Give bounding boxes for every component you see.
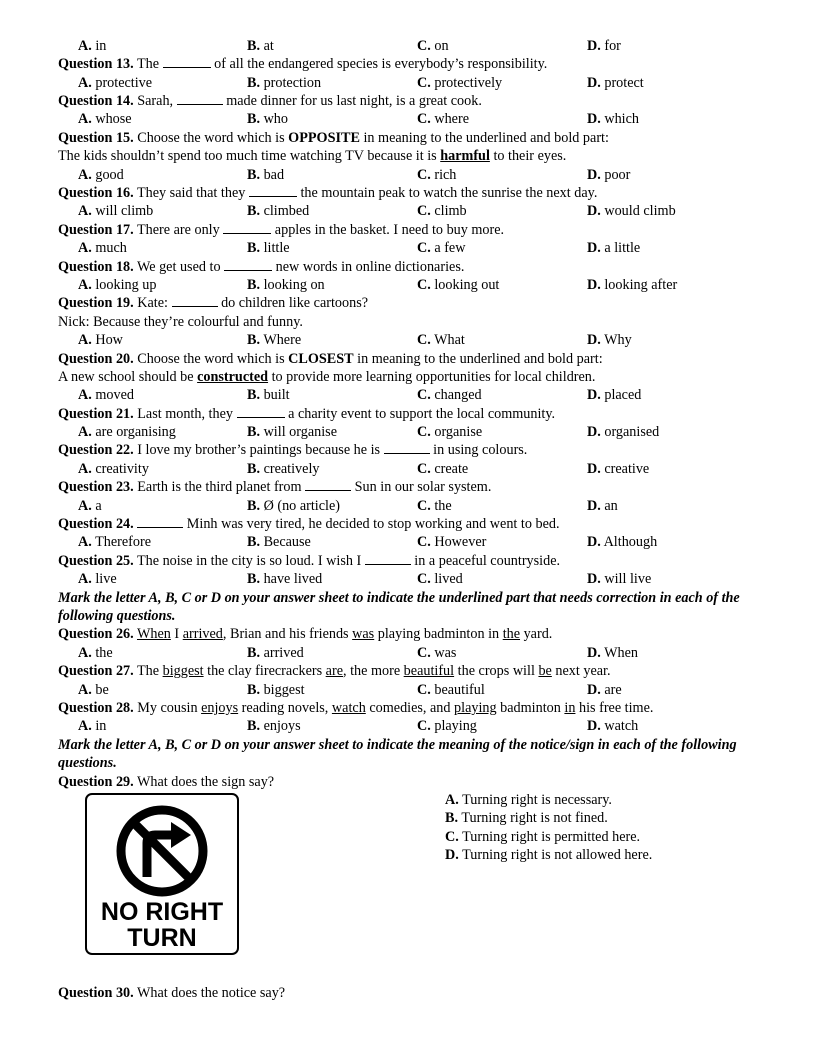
option-c: C. on (417, 38, 449, 54)
q20-option-a: A. moved (78, 387, 134, 403)
question-22: Question 22. I love my brother’s paintings because he is in using colours. (58, 442, 528, 458)
q17-option-c: C. a few (417, 240, 466, 256)
q23-option-c: C. the (417, 498, 452, 514)
q15-option-b: B. bad (247, 167, 285, 183)
q17-option-b: B. little (247, 240, 290, 256)
instruction-error-correction: Mark the letter A, B, C or D on your answer sheet to indicate the underlined part that needs correction in each of the following questions. (58, 590, 740, 624)
question-20: Question 20. Choose the word which is CLOSEST in meaning to the underlined and bold part: (58, 351, 603, 367)
question-28: Question 28. My cousin enjoys reading novels, watch comedies, and playing badminton in his free time. (58, 700, 654, 716)
q29-option-b: B. Turning right is not fined. (445, 810, 608, 826)
q19-option-a: A. How (78, 332, 123, 348)
question-16: Question 16. They said that they the mountain peak to watch the sunrise the next day. (58, 185, 598, 201)
q22-option-a: A. creativity (78, 461, 149, 477)
q18-option-d: D. looking after (587, 277, 678, 293)
q19-option-c: C. What (417, 332, 465, 348)
question-13: Question 13. The of all the endangered species is everybody’s responsibility. (58, 56, 548, 72)
q18-option-c: C. looking out (417, 277, 500, 293)
q16-option-d: D. would climb (587, 203, 676, 219)
question-29: Question 29. What does the sign say? (58, 774, 275, 790)
no-right-turn-sign (85, 793, 239, 955)
q27-option-b: B. biggest (247, 682, 305, 698)
question-27: Question 27. The biggest the clay firecrackers are, the more beautiful the crops will be next year. (58, 663, 611, 679)
q24-option-d: D. Although (587, 534, 658, 550)
q27-option-a: A. be (78, 682, 109, 698)
q15-option-d: D. poor (587, 167, 631, 183)
question-15: Question 15. Choose the word which is OPPOSITE in meaning to the underlined and bold part: (58, 130, 609, 146)
q29-option-c: C. Turning right is permitted here. (445, 829, 641, 845)
q15-option-a: A. good (78, 167, 124, 183)
q20-option-d: D. placed (587, 387, 642, 403)
q29-option-a: A. Turning right is necessary. (445, 792, 612, 808)
q27-option-d: D. are (587, 682, 622, 698)
q15-sentence: The kids shouldn’t spend too much time watching TV because it is harmful to their eyes. (58, 148, 567, 164)
q14-option-a: A. whose (78, 111, 132, 127)
q19-line-2: Nick: Because they’re colourful and funny. (58, 314, 303, 330)
question-19: Question 19. Kate: do children like cartoons? (58, 295, 369, 311)
q16-option-b: B. climbed (247, 203, 310, 219)
q21-option-b: B. will organise (247, 424, 337, 440)
q13-option-d: D. protect (587, 75, 644, 91)
question-21: Question 21. Last month, they a charity event to support the local community. (58, 406, 556, 422)
q29-option-d: D. Turning right is not allowed here. (445, 847, 653, 863)
q17-option-a: A. much (78, 240, 127, 256)
q19-option-b: B. Where (247, 332, 302, 348)
q28-option-a: A. in (78, 718, 107, 734)
q20-sentence: A new school should be constructed to provide more learning opportunities for local children. (58, 369, 596, 385)
q18-option-b: B. looking on (247, 277, 325, 293)
q15-option-c: C. rich (417, 167, 457, 183)
question-25: Question 25. The noise in the city is so loud. I wish I in a peaceful countryside. (58, 553, 561, 569)
q23-option-d: D. an (587, 498, 618, 514)
q23-option-b: B. Ø (no article) (247, 498, 340, 514)
q26-option-d: D. When (587, 645, 638, 661)
q16-option-a: A. will climb (78, 203, 154, 219)
question-18: Question 18. We get used to new words in online dictionaries. (58, 259, 465, 275)
sign-text-line-1: NO RIGHT (100, 898, 224, 926)
no-right-turn-icon (109, 803, 215, 899)
q26-option-c: C. was (417, 645, 457, 661)
q28-option-d: D. watch (587, 718, 639, 734)
question-23: Question 23. Earth is the third planet from Sun in our solar system. (58, 479, 492, 495)
q24-option-b: B. Because (247, 534, 311, 550)
q17-option-d: D. a little (587, 240, 641, 256)
question-24: Question 24. Minh was very tired, he decided to stop working and went to bed. (58, 516, 560, 532)
q22-option-c: C. create (417, 461, 469, 477)
q21-option-a: A. are organising (78, 424, 176, 440)
option-d: D. for (587, 38, 621, 54)
option-a: A. in (78, 38, 107, 54)
q21-option-c: C. organise (417, 424, 483, 440)
q24-option-a: A. Therefore (78, 534, 152, 550)
q20-option-c: C. changed (417, 387, 482, 403)
q22-option-d: D. creative (587, 461, 650, 477)
q21-option-d: D. organised (587, 424, 660, 440)
q25-option-c: C. lived (417, 571, 463, 587)
q16-option-c: C. climb (417, 203, 467, 219)
q26-option-a: A. the (78, 645, 113, 661)
question-14: Question 14. Sarah, made dinner for us last night, is a great cook. (58, 93, 482, 109)
option-b: B. at (247, 38, 274, 54)
q25-option-b: B. have lived (247, 571, 323, 587)
q18-option-a: A. looking up (78, 277, 157, 293)
q14-option-d: D. which (587, 111, 640, 127)
q27-option-c: C. beautiful (417, 682, 485, 698)
question-17: Question 17. There are only apples in the basket. I need to buy more. (58, 222, 505, 238)
q25-option-a: A. live (78, 571, 117, 587)
q19-option-d: D. Why (587, 332, 632, 348)
q28-option-c: C. playing (417, 718, 477, 734)
question-26: Question 26. When I arrived, Brian and his friends was playing badminton in the yard. (58, 626, 553, 642)
q20-option-b: B. built (247, 387, 290, 403)
q26-option-b: B. arrived (247, 645, 304, 661)
q23-option-a: A. a (78, 498, 102, 514)
q22-option-b: B. creatively (247, 461, 320, 477)
q14-option-b: B. who (247, 111, 288, 127)
q13-option-a: A. protective (78, 75, 153, 91)
q13-option-b: B. protection (247, 75, 322, 91)
question-30: Question 30. What does the notice say? (58, 985, 286, 1001)
q13-option-c: C. protectively (417, 75, 503, 91)
q25-option-d: D. will live (587, 571, 652, 587)
instruction-notice-sign: Mark the letter A, B, C or D on your answer sheet to indicate the meaning of the notice/sign in each of the following questions. (58, 737, 737, 771)
q14-option-c: C. where (417, 111, 470, 127)
q24-option-c: C. However (417, 534, 487, 550)
sign-text-line-2: TURN (127, 924, 197, 952)
q28-option-b: B. enjoys (247, 718, 301, 734)
